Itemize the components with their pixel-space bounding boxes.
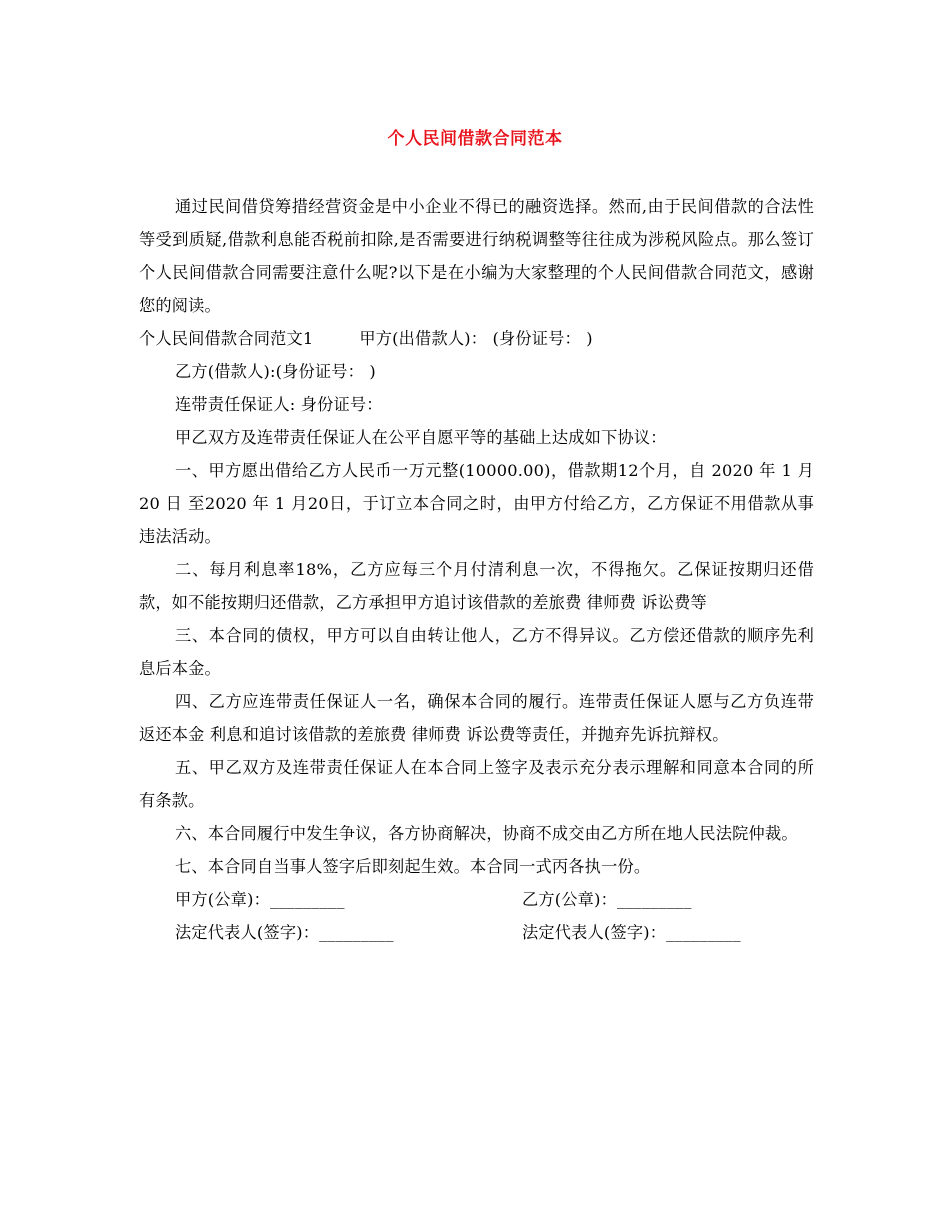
party-b-seal-field: 乙方(公章)：_________ (522, 890, 692, 909)
party-a-seal-field: 甲方(公章)：_________ (175, 890, 345, 909)
clause-3: 三、本合同的债权，甲方可以自由转让他人，乙方不得异议。乙方偿还借款的顺序先利息后本金。 (139, 626, 814, 678)
party-b-representative-field: 法定代表人(签字)：_________ (522, 923, 741, 942)
party-a-info: 甲方(出借款人)： (身份证号： ) (359, 329, 593, 348)
clause-2: 二、每月利息率18%，乙方应每三个月付清利息一次，不得拖欠。乙保证按期归还借款，如不能按期归还借款，乙方承担甲方追讨该借款的差旅费 律师费 诉讼费等 (139, 560, 814, 612)
clause-4: 四、乙方应连带责任保证人一名，确保本合同的履行。连带责任保证人愿与乙方负连带返还本金 利息和追讨该借款的差旅费 律师费 诉讼费等责任，并抛弃先诉抗辩权。 (139, 692, 814, 744)
document-title: 个人民间借款合同范本 (387, 129, 563, 149)
clause-6: 六、本合同履行中发生争议，各方协商解决，协商不成交由乙方所在地人民法院仲裁。 (175, 824, 798, 843)
clause-7: 七、本合同自当事人签字后即刻起生效。本合同一式丙各执一份。 (175, 857, 651, 876)
document-body (139, 190, 814, 949)
signature-row-representative (139, 916, 814, 949)
agreement-statement: 甲乙双方及连带责任保证人在公平自愿平等的基础上达成如下协议： (175, 428, 667, 447)
clause-1: 一、甲方愿出借给乙方人民币一万元整(10000.00)，借款期12个月，自 2020 年 1 月20 日 至2020 年 1 月20日，于订立本合同之时，由甲方付给乙方，乙方保证不用借款从事违法活动。 (139, 461, 814, 546)
clause-5: 五、甲乙双方及连带责任保证人在本合同上签字及表示充分表示理解和同意本合同的所有条款。 (139, 758, 814, 810)
sample-heading: 个人民间借款合同范文1 (139, 329, 314, 348)
signature-row-seal (139, 883, 814, 916)
guarantor-info: 连带责任保证人: 身份证号： (175, 395, 383, 414)
sample-heading-line (139, 322, 814, 355)
party-a-representative-field: 法定代表人(签字)：_________ (175, 923, 394, 942)
intro-paragraph: 通过民间借贷筹措经营资金是中小企业不得已的融资选择。然而,由于民间借款的合法性等受到质疑,借款利息能否税前扣除,是否需要进行纳税调整等往往成为涉税风险点。那么签订个人民间借款合同需要注意什么呢?以下是在小编为大家整理的个人民间借款合同范文，感谢您的阅读。 (139, 197, 814, 315)
party-b-info: 乙方(借款人):(身份证号： ) (175, 362, 376, 381)
